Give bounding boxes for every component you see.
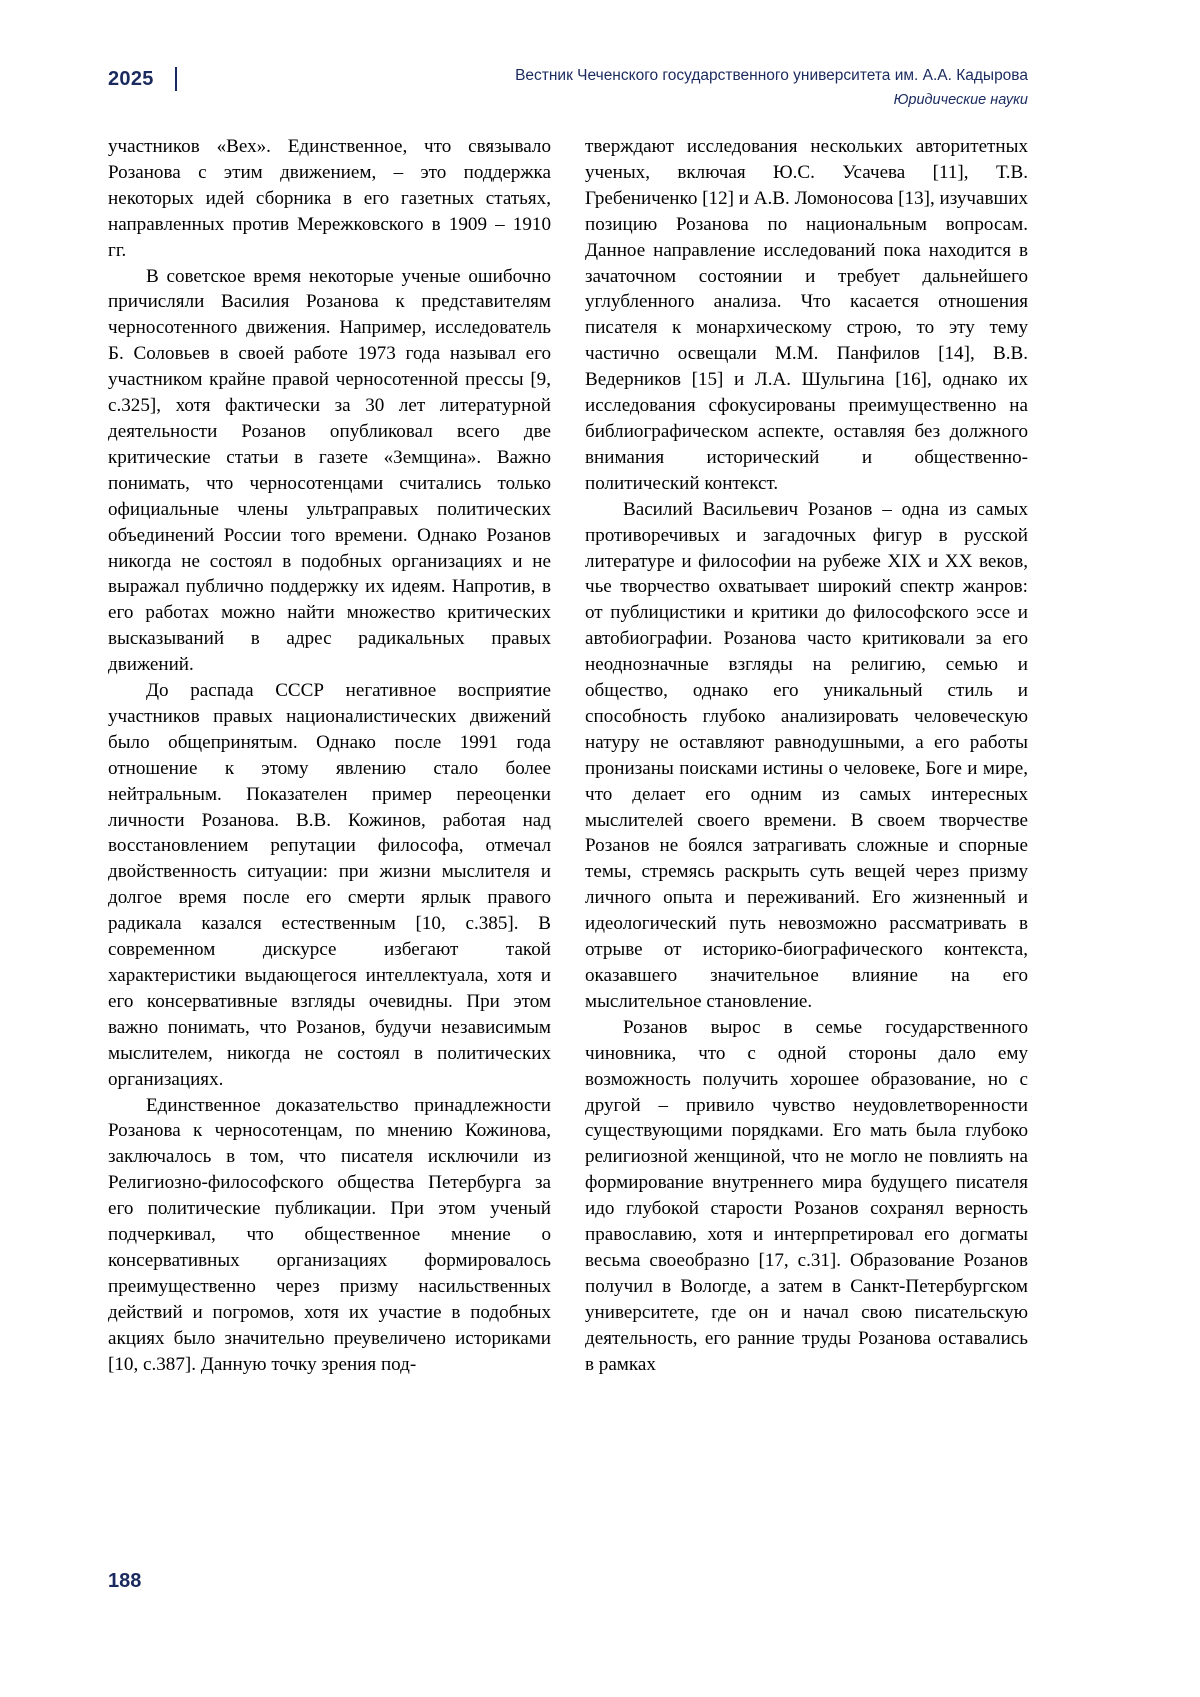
page-header [108, 62, 1028, 118]
journal-section: Юридические науки [893, 92, 1028, 108]
journal-title: Вестник Чеченского государственного университета им. А.А. Кадырова [515, 67, 1028, 84]
paragraph: Единственное доказательство принадлежности Розанова к черносотенцам, по мнению Кожинова, заключалось в том, что писателя исключили из Религиозно-философского общества Петербурга за его политические публикации. При этом ученый подчеркивал, что общественное мнение о консервативных организациях формировалось преимущественно через призму насильственных действий и погромов, хотя их участие в подобных акциях было значительно преувеличено историками [10, с.387]. Данную точку зрения под- [108, 1094, 551, 1375]
paragraph: Василий Васильевич Розанов – одна из самых противоречивых и загадочных фигур в русской литературе и философии на рубеже XIX и XX веков, чье творчество охватывает широкий спектр жанров: от публицистики и критики до философского эссе и автобиографии. Розанова часто критиковали за его неоднозначные взгляды на религию, семью и общество, однако его уникальный стиль и способность глубоко анализировать человеческую натуру не оставляют равнодушными, а его работы пронизаны поисками истины о человеке, Боге и мире, что делает его одним из самых интересных мыслителей своего времени. В своем творчестве Розанов не боялся затрагивать сложные и спорные темы, стремясь раскрыть суть вещей через призму личного опыта и переживаний. Его жизненный и идеологический путь невозможно рассматривать в отрыве от историко-биографического контекста, оказавшего значительное влияние на его мыслительное становление. [585, 498, 1028, 1012]
header-year: 2025 [108, 68, 154, 90]
paragraph: участников «Вех». Единственное, что связывало Розанова с этим движением, – это поддержка некоторых идей сборника в его газетных статьях, направленных против Мережковского в 1909 – 1910 гг. [108, 136, 551, 261]
paragraph: тверждают исследования нескольких авторитетных ученых, включая Ю.С. Усачева [11], Т.В. Гребениченко [12] и А.В. Ломоносова [13], изучавших позицию Розанова по национальным вопросам. Данное направление исследований пока находится в зачаточном состоянии и требует дальнейшего углубленного анализа. Что касается отношения писателя к монархическому строю, то эту тему частично освещали М.М. Панфилов [14], В.В. Ведерников [15] и Л.А. Шульгина [16], однако их исследования сфокусированы преимущественно на библиографическом аспекте, оставляя без должного внимания исторический и общественно-политический контекст. [585, 136, 1028, 494]
left-column [108, 134, 551, 1378]
page-number: 188 [108, 1570, 142, 1592]
right-column [585, 134, 1028, 1378]
header-divider-bar [175, 67, 177, 91]
paragraph: В советское время некоторые ученые ошибочно причисляли Василия Розанова к представителям черносотенного движения. Например, исследователь Б. Соловьев в своей работе 1973 года называл его участником крайне правой черносотенной прессы [9, с.325], хотя фактически за 30 лет литературной деятельности Розанов опубликовал всего две критические статьи в газете «Земщина». Важно понимать, что черносотенцами считались только официальные члены ультраправых политических объединений России того времени. Однако Розанов никогда не состоял в подобных организациях и не выражал публично поддержку их идеям. Напротив, в его работах можно найти множество критических высказываний в адрес радикальных правых движений. [108, 265, 551, 676]
paragraph: Розанов вырос в семье государственного чиновника, что с одной стороны дало ему возможность получить хорошее образование, но с другой – привило чувство неудовлетворенности существующими порядками. Его мать была глубоко религиозной женщиной, что не могло не повлиять на формирование внутреннего мира будущего писателя идо глубокой старости Розанов сохранял верность православию, хотя и интерпретировал его догматы весьма своеобразно [17, с.31]. Образование Розанов получил в Вологде, а затем в Санкт-Петербургском университете, где он и начал свою писательскую деятельность, его ранние труды Розанова оставались в рамках [585, 1016, 1028, 1375]
paragraph: До распада СССР негативное восприятие участников правых националистических движений было общепринятым. Однако после 1991 года отношение к этому явлению стало более нейтральным. Показателен пример переоценки личности Розанова. В.В. Кожинов, работая над восстановлением репутации философа, отмечал двойственность ситуации: при жизни мыслителя и долгое время после его смерти ярлык правого радикала казался естественным [10, с.385]. В современном дискурсе избегают такой характеристики выдающегося интеллектуала, хотя и его консервативные взгляды очевидны. При этом важно понимать, что Розанов, будучи независимым мыслителем, никогда не состоял в политических организациях. [108, 680, 551, 1090]
article-body [108, 134, 1028, 1378]
